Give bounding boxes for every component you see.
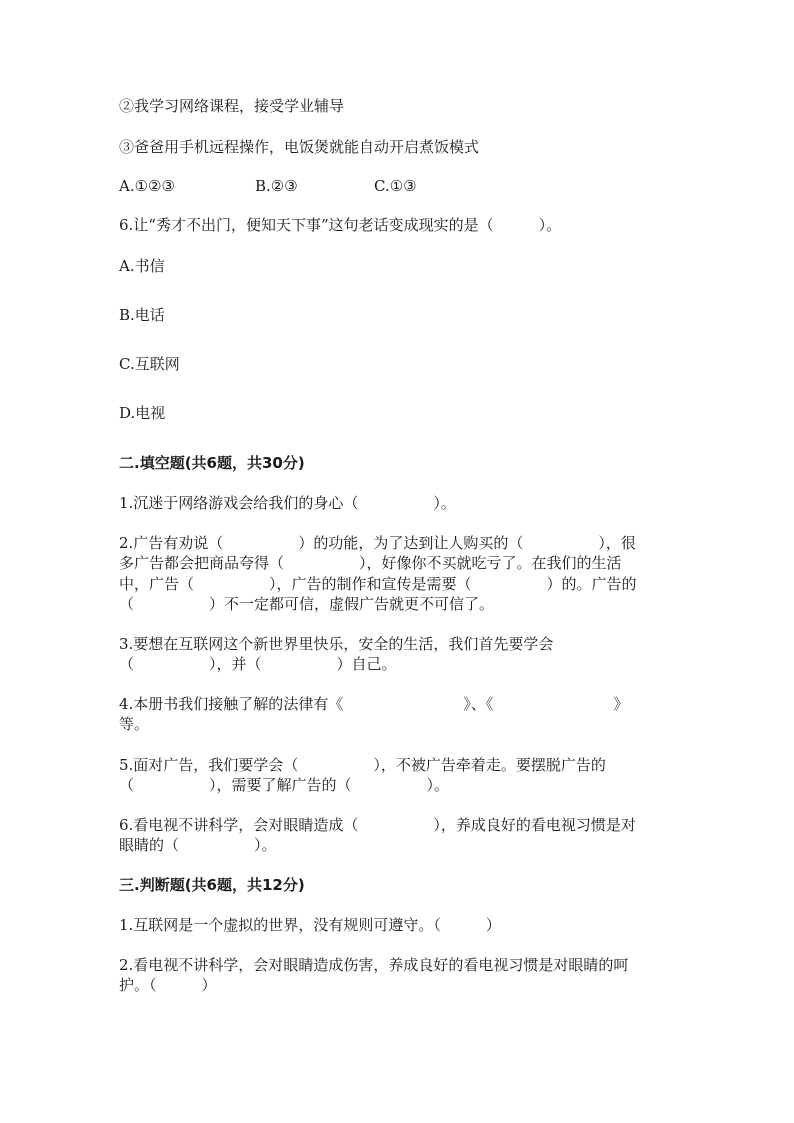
q5-item-2: ②我学习网络课程，接受学业辅导 xyxy=(119,97,345,115)
s3-q2-line-1: 2.看电视不讲科学，会对眼睛造成伤害，养成良好的看电视习惯是对眼睛的呵 xyxy=(119,956,629,974)
s2-q2-line-3: 中，广告（ ），广告的制作和宣传是需要（ ）的。广告的 xyxy=(119,575,637,593)
q5-option-c: C.①③ xyxy=(374,177,417,195)
s2-q3-line-1: 3.要想在互联网这个新世界里快乐，安全的生活，我们首先要学会 xyxy=(119,635,554,653)
s2-q2-line-4: （ ）不一定都可信，虚假广告就更不可信了。 xyxy=(119,595,495,613)
s2-q5-line-2: （ ），需要了解广告的（ ）。 xyxy=(119,776,450,794)
q5-option-b: B.②③ xyxy=(255,177,298,195)
q5-options xyxy=(119,176,679,196)
s2-q4-line-1: 4.本册书我们接触了解的法律有《 》、《 》 xyxy=(119,695,629,713)
section-2-title: 二.填空题(共6题，共30分) xyxy=(119,454,305,472)
q6-stem: 6.让“秀才不出门，便知天下事”这句老话变成现实的是（ ）。 xyxy=(119,216,562,234)
q6-option-c: C.互联网 xyxy=(119,355,180,373)
s2-q5-line-1: 5.面对广告，我们要学会（ ），不被广告牵着走。要摆脱广告的 xyxy=(119,756,606,774)
q6-option-a: A.书信 xyxy=(119,257,165,275)
q5-item-3: ③爸爸用手机远程操作，电饭煲就能自动开启煮饭模式 xyxy=(119,138,480,156)
s3-q2-line-2: 护。（ ） xyxy=(119,976,217,994)
s2-q6-line-2: 眼睛的（ ）。 xyxy=(119,836,277,854)
s2-q6-line-1: 6.看电视不讲科学，会对眼睛造成（ ），养成良好的看电视习惯是对 xyxy=(119,816,636,834)
q6-option-b: B.电话 xyxy=(119,306,165,324)
section-3-title: 三.判断题(共6题，共12分) xyxy=(119,876,305,894)
s3-q1-line-1: 1.互联网是一个虚拟的世界，没有规则可遵守。（ ） xyxy=(119,916,501,934)
s2-q2-line-1: 2.广告有劝说（ ）的功能，为了达到让人购买的（ ），很 xyxy=(119,534,636,552)
s2-q3-line-2: （ ），并（ ）自己。 xyxy=(119,655,397,673)
s2-q1-line-1: 1.沉迷于网络游戏会给我们的身心（ ）。 xyxy=(119,494,456,512)
s2-q4-line-2: 等。 xyxy=(119,715,150,733)
q5-option-a: A.①②③ xyxy=(119,177,175,195)
s2-q2-line-2: 多广告都会把商品夸得（ ），好像你不买就吃亏了。在我们的生活 xyxy=(119,554,622,572)
q6-option-d: D.电视 xyxy=(119,404,166,422)
